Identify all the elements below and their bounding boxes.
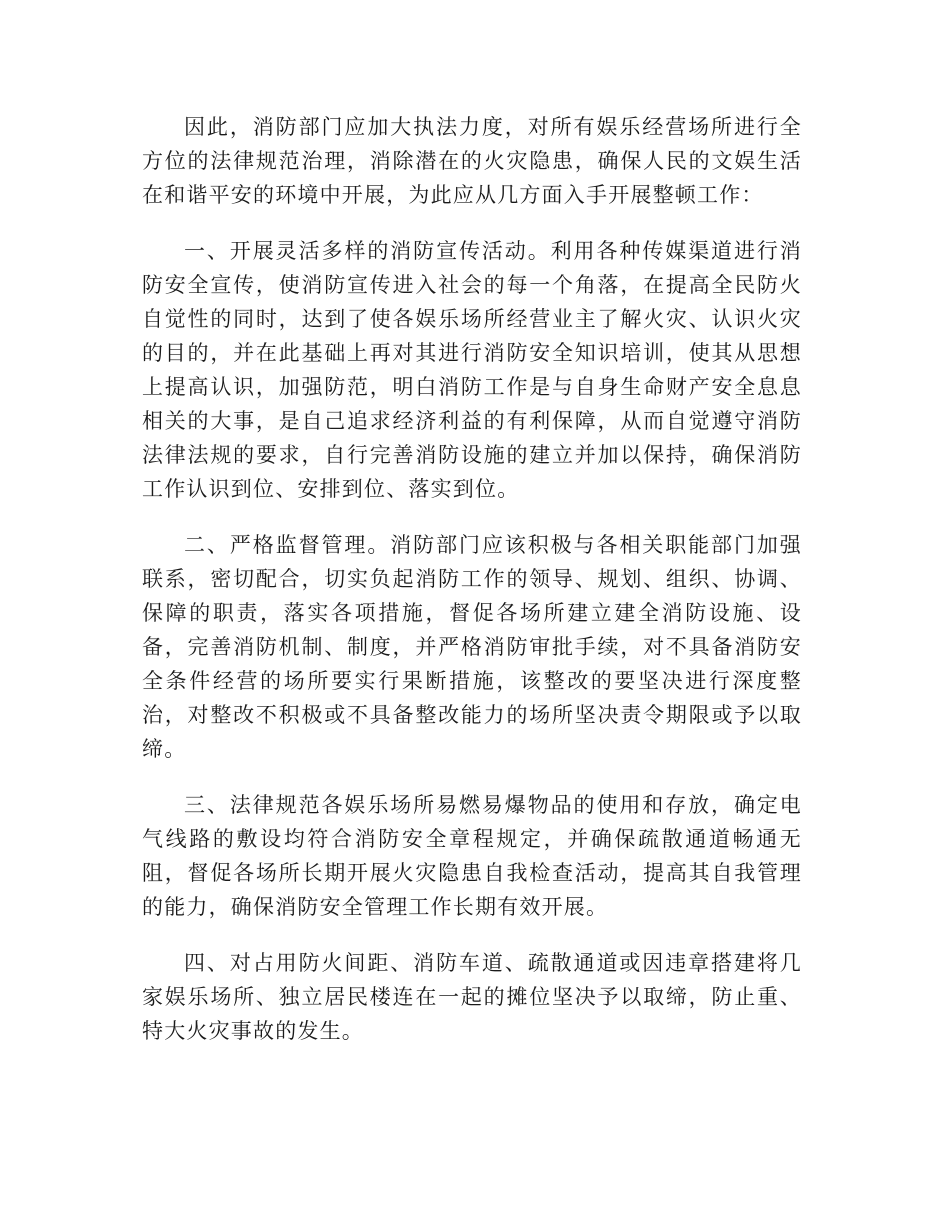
paragraph-item-2: 二、严格监督管理。消防部门应该积极与各相关职能部门加强联系，密切配合，切实负起消防工作的领导、规划、组织、协调、保障的职责，落实各项措施，督促各场所建立建全消防设施、设备，完善消防机制、制度，并严格消防审批手续，对不具备消防安全条件经营的场所要实行果断措施，该整改的要坚决进行深度整治，对整改不积极或不具备整改能力的场所坚决责令期限或予以取缔。 <box>142 533 802 761</box>
paragraph-item-3: 三、法律规范各娱乐场所易燃易爆物品的使用和存放，确定电气线路的敷设均符合消防安全章程规定，并确保疏散通道畅通无阻，督促各场所长期开展火灾隐患自我检查活动，提高其自我管理的能力，确保消防安全管理工作长期有效开展。 <box>142 793 802 919</box>
paragraph-intro: 因此，消防部门应加大执法力度，对所有娱乐经营场所进行全方位的法律规范治理，消除潜在的火灾隐患，确保人民的文娱生活在和谐平安的环境中开展，为此应从几方面入手开展整顿工作： <box>142 115 802 207</box>
paragraph-item-1: 一、开展灵活多样的消防宣传活动。利用各种传媒渠道进行消防安全宣传，使消防宣传进入社会的每一个角落，在提高全民防火自觉性的同时，达到了使各娱乐场所经营业主了解火灾、认识火灾的目的，并在此基础上再对其进行消防安全知识培训，使其从思想上提高认识，加强防范，明白消防工作是与自身生命财产安全息息相关的大事，是自己追求经济利益的有利保障，从而自觉遵守消防法律法规的要求，自行完善消防设施的建立并加以保持，确保消防工作认识到位、安排到位、落实到位。 <box>142 239 802 501</box>
paragraph-item-4: 四、对占用防火间距、消防车道、疏散通道或因违章搭建将几家娱乐场所、独立居民楼连在一起的摊位坚决予以取缔，防止重、特大火灾事故的发生。 <box>142 951 802 1043</box>
document-body <box>142 110 802 1070</box>
